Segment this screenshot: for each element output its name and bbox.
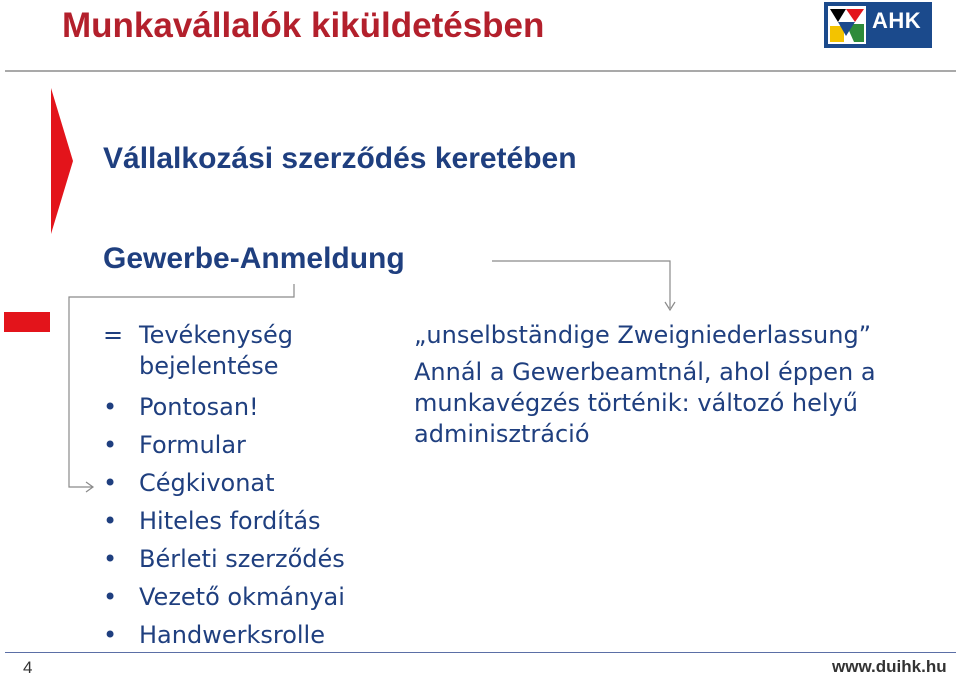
footer-divider (5, 652, 956, 653)
logo-text: AHK (872, 8, 922, 33)
list-item-text: Tevékenység (139, 321, 294, 349)
list-item-text: Hiteles fordítás (139, 507, 321, 535)
list-item-text: bejelentése (139, 352, 279, 380)
branch-paragraph: Annál a Gewerbeamtnál, ahol éppen a munkavégzés történik: változó helyű adminisztráció (414, 358, 876, 448)
list-item-text: Vezető okmányai (139, 583, 345, 611)
chevron-right-tab-icon (51, 88, 73, 234)
section-heading: Gewerbe-Anmeldung (103, 242, 405, 275)
bullet-icon: • (103, 393, 118, 421)
slide-title: Munkavállalók kiküldetésben (62, 6, 545, 45)
list-item-text: Formular (139, 431, 246, 459)
arrow-down-icon (665, 302, 675, 310)
header-divider (5, 70, 956, 72)
list-item (103, 388, 345, 426)
footer-url: www.duihk.hu (832, 657, 947, 676)
ahk-logo (824, 2, 932, 48)
list-item (103, 540, 345, 578)
list-item (103, 578, 345, 616)
bullet-icon: • (103, 469, 118, 497)
requirements-list (103, 320, 345, 654)
slide-subtitle: Vállalkozási szerződés keretében (103, 142, 577, 175)
arrow-right-icon (86, 482, 93, 492)
branch-description (414, 320, 954, 450)
branch-heading: „unselbständige Zweigniederlassung” (414, 321, 872, 349)
list-item-text: Bérleti szerződés (139, 545, 345, 573)
right-connector-line (492, 261, 670, 308)
bullet-icon: • (103, 507, 118, 535)
bullet-icon: • (103, 431, 118, 459)
list-item (103, 426, 345, 464)
list-item-text: Handwerksrolle (139, 621, 325, 649)
equals-marker: = (103, 321, 124, 349)
bullet-icon: • (103, 621, 118, 649)
slide-number: 4 (23, 658, 33, 677)
list-item (103, 464, 345, 502)
bullet-icon: • (103, 583, 118, 611)
bullet-icon: • (103, 545, 118, 573)
list-item-text: Pontosan! (139, 393, 259, 421)
section-marker (4, 312, 50, 332)
list-item-text: Cégkivonat (139, 469, 275, 497)
list-item (103, 616, 345, 654)
list-item (103, 502, 345, 540)
list-item (103, 320, 345, 382)
